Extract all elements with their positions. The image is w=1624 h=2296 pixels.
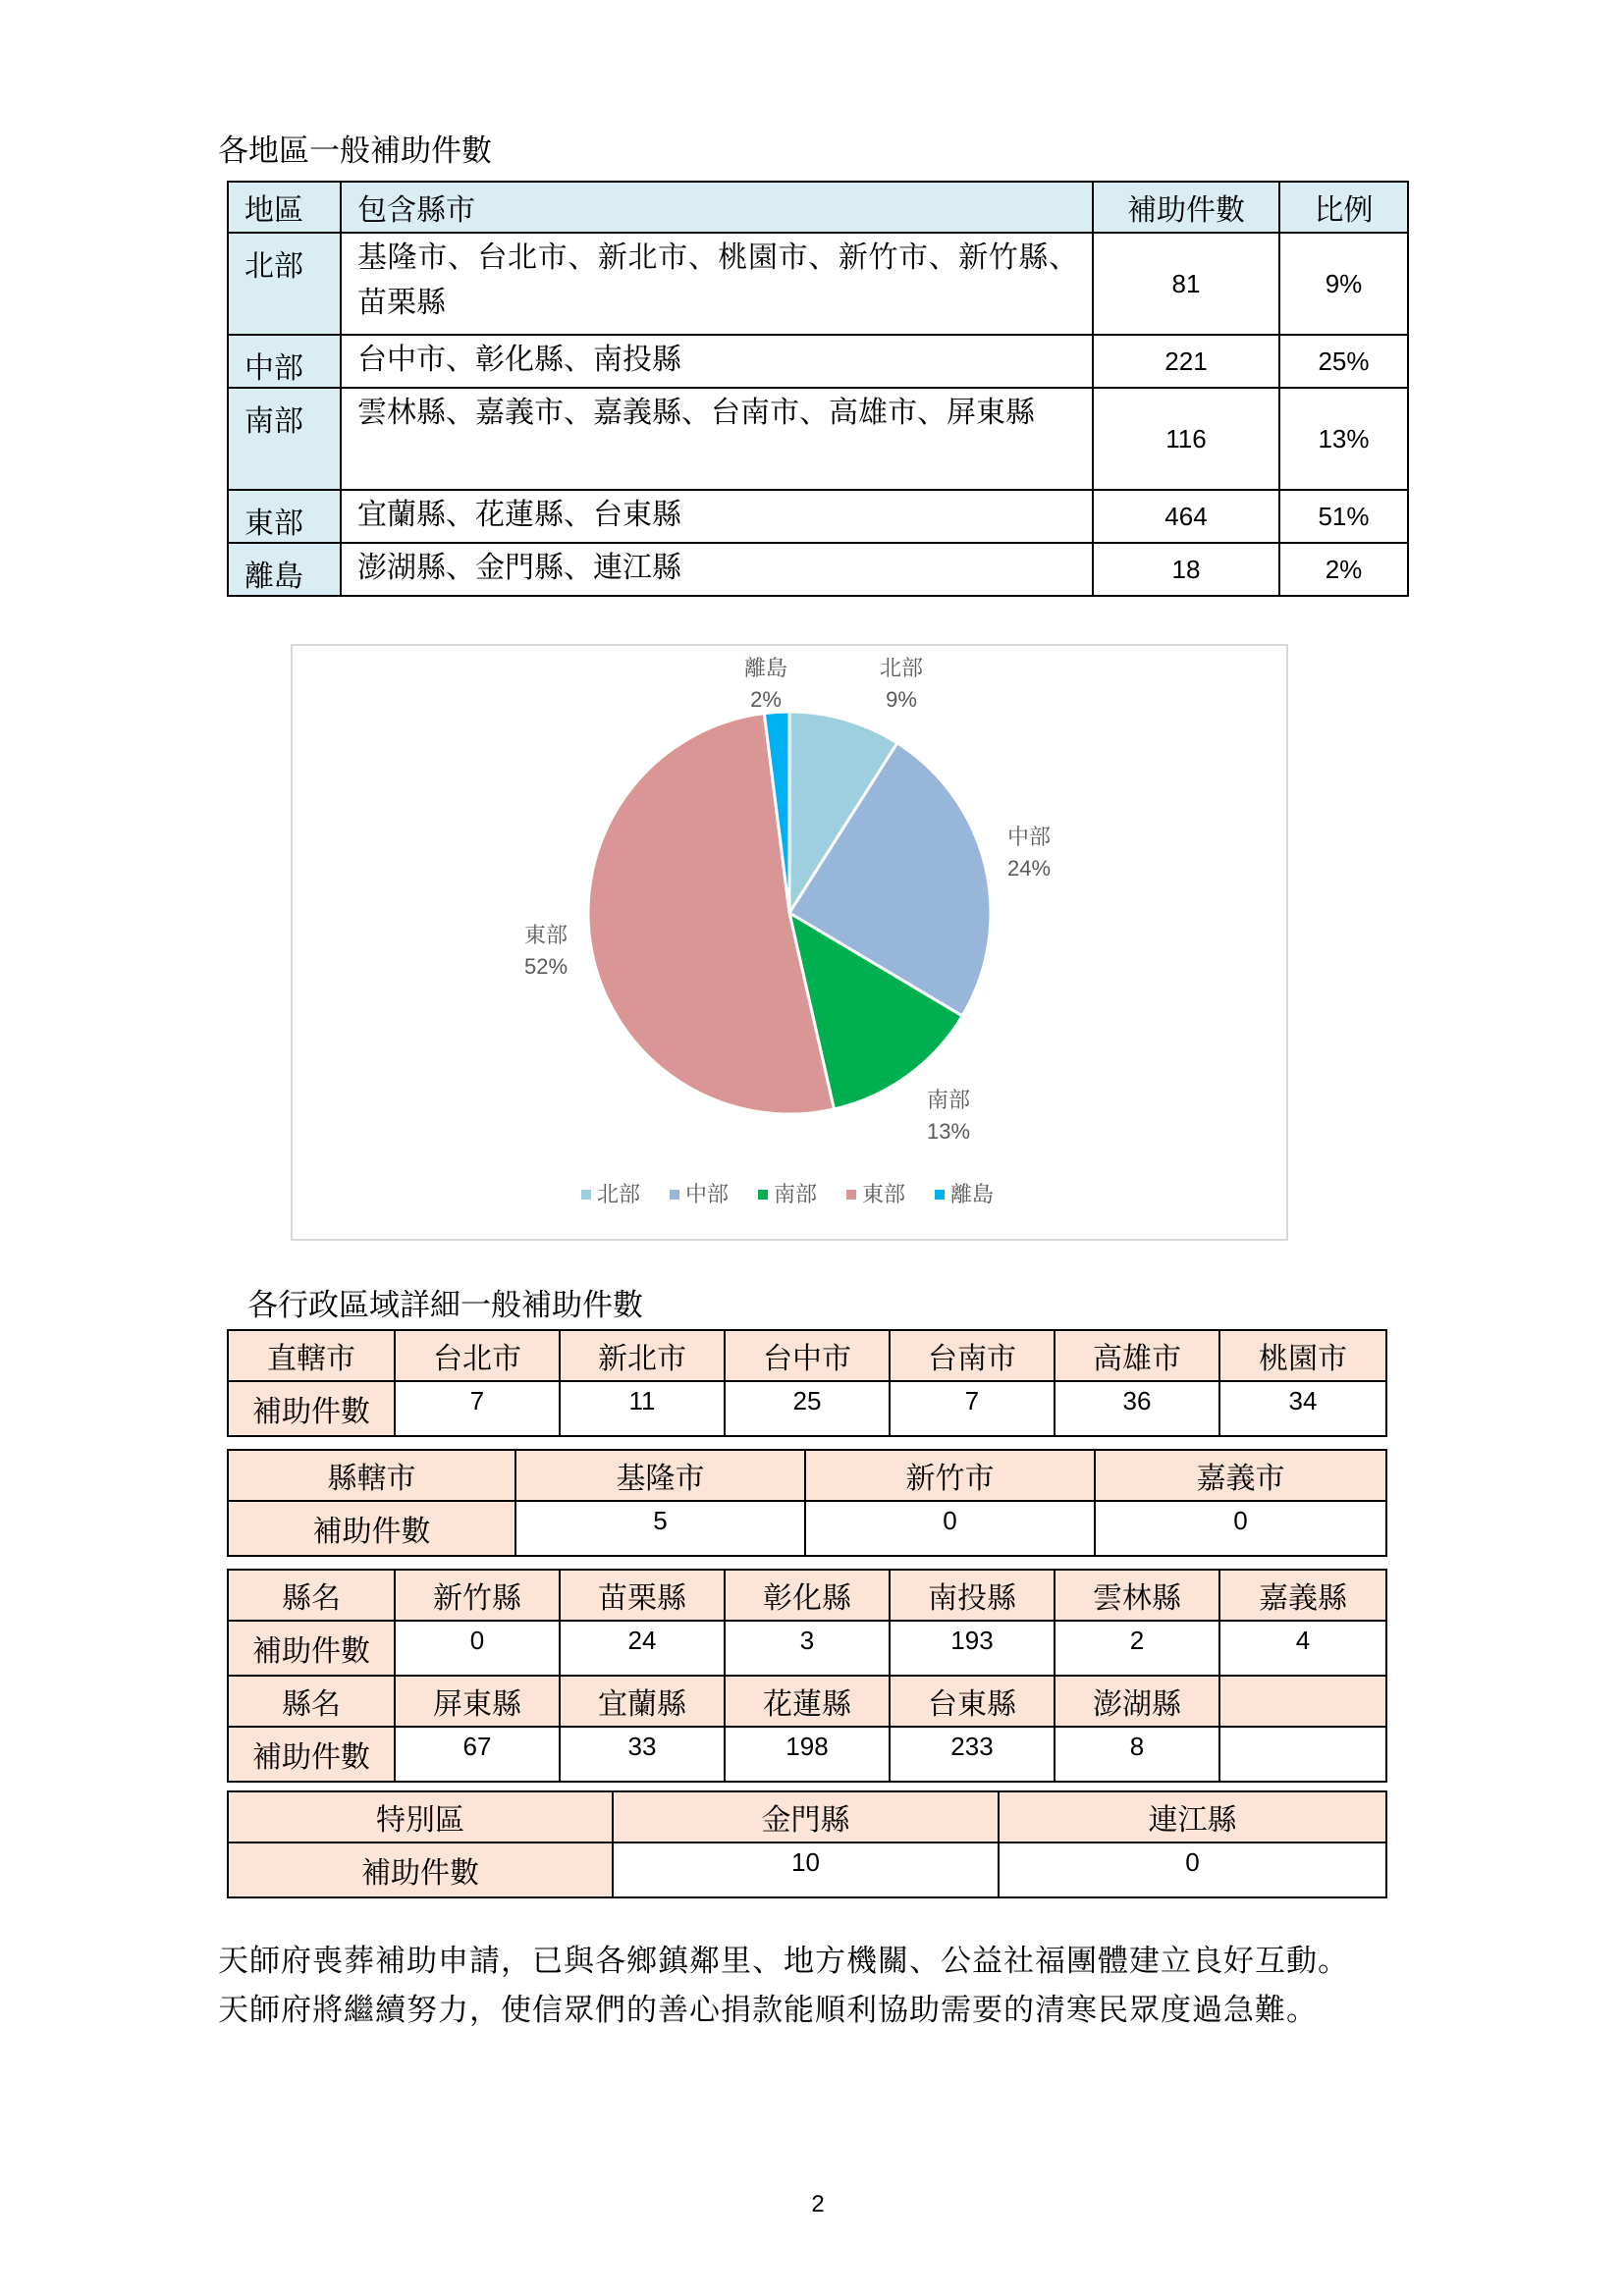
county-count: 233	[890, 1727, 1055, 1782]
city-count: 0	[1095, 1501, 1386, 1556]
region-ratio: 13%	[1279, 388, 1408, 490]
region-cities: 雲林縣、嘉義市、嘉義縣、台南市、高雄市、屏東縣	[341, 388, 1093, 490]
region-cities: 台中市、彰化縣、南投縣	[341, 335, 1093, 388]
city-name: 台中市	[725, 1330, 890, 1381]
legend-swatch-east	[846, 1190, 856, 1200]
county-name: 南投縣	[890, 1570, 1055, 1621]
special-areas-table	[227, 1790, 1387, 1898]
legend-swatch-central	[670, 1190, 679, 1200]
provincial-cities-header: 縣轄市	[228, 1450, 515, 1501]
city-name: 基隆市	[515, 1450, 805, 1501]
region-pie-chart	[291, 644, 1288, 1241]
detail-section-title: 各行政區域詳細一般補助件數	[247, 1288, 643, 1323]
county-count: 198	[725, 1727, 890, 1782]
region-cities: 宜蘭縣、花蓮縣、台東縣	[341, 490, 1093, 543]
county-name: 澎湖縣	[1055, 1676, 1219, 1727]
count-label: 補助件數	[228, 1621, 395, 1676]
county-name: 彰化縣	[725, 1570, 890, 1621]
region-name: 離島	[228, 543, 341, 596]
header-region: 地區	[228, 182, 341, 233]
city-count: 7	[890, 1381, 1055, 1436]
table-row	[228, 388, 1408, 490]
table-row	[228, 490, 1408, 543]
page-number: 2	[811, 2191, 825, 2217]
special-header: 特別區	[228, 1791, 613, 1842]
pie-label-percent-islands: 2%	[750, 687, 782, 712]
city-count: 36	[1055, 1381, 1219, 1436]
city-name: 高雄市	[1055, 1330, 1219, 1381]
table-row	[228, 335, 1408, 388]
city-name: 新北市	[560, 1330, 725, 1381]
county-name-empty	[1219, 1676, 1386, 1727]
legend-swatch-islands	[935, 1190, 945, 1200]
pie-label-category-central: 中部	[1006, 825, 1052, 849]
city-name: 桃園市	[1219, 1330, 1386, 1381]
count-label: 補助件數	[228, 1842, 613, 1897]
pie-label-category-north: 北部	[879, 656, 924, 680]
county-count: 8	[1055, 1727, 1219, 1782]
city-count: 7	[395, 1381, 560, 1436]
table-row	[228, 543, 1408, 596]
county-name: 雲林縣	[1055, 1570, 1219, 1621]
region-count: 221	[1093, 335, 1279, 388]
region-ratio: 25%	[1279, 335, 1408, 388]
region-cities: 澎湖縣、金門縣、連江縣	[341, 543, 1093, 596]
legend-swatch-north	[581, 1190, 591, 1200]
region-cities: 基隆市、台北市、新北市、桃園市、新竹市、新竹縣、苗栗縣	[341, 233, 1093, 335]
county-count: 3	[725, 1621, 890, 1676]
pie-label-percent-north: 9%	[886, 687, 917, 712]
pie-label-category-east: 東部	[523, 923, 568, 947]
pie-label-category-south: 南部	[926, 1088, 971, 1112]
city-count: 34	[1219, 1381, 1386, 1436]
counties-table	[227, 1569, 1387, 1783]
pie-label-percent-central: 24%	[1006, 856, 1052, 881]
legend-label-north: 北部	[597, 1182, 641, 1206]
city-count: 11	[560, 1381, 725, 1436]
region-ratio: 2%	[1279, 543, 1408, 596]
county-name: 苗栗縣	[560, 1570, 725, 1621]
count-label: 補助件數	[228, 1501, 515, 1556]
pie-label-category-islands: 離島	[743, 656, 788, 680]
region-ratio: 51%	[1279, 490, 1408, 543]
county-name: 宜蘭縣	[560, 1676, 725, 1727]
closing-line-2: 天師府將繼續努力，使信眾們的善心捐款能順利協助需要的清寒民眾度過急難。	[218, 1993, 1318, 2028]
legend-swatch-south	[758, 1190, 768, 1200]
header-count: 補助件數	[1093, 182, 1279, 233]
region-count: 81	[1093, 233, 1279, 335]
pie-chart-svg	[293, 646, 1286, 1239]
count-label: 補助件數	[228, 1727, 395, 1782]
county-count-empty	[1219, 1727, 1386, 1782]
direct-cities-table	[227, 1329, 1387, 1437]
legend-label-south: 南部	[774, 1182, 818, 1206]
pie-label-percent-south: 13%	[926, 1119, 971, 1144]
county-count: 2	[1055, 1621, 1219, 1676]
city-name: 台北市	[395, 1330, 560, 1381]
legend-label-islands: 離島	[950, 1182, 995, 1206]
city-count: 0	[805, 1501, 1095, 1556]
region-ratio: 9%	[1279, 233, 1408, 335]
county-count: 0	[999, 1842, 1386, 1897]
header-cities: 包含縣市	[341, 182, 1093, 233]
region-table	[227, 181, 1409, 597]
region-name: 北部	[228, 233, 341, 335]
city-count: 25	[725, 1381, 890, 1436]
region-name: 東部	[228, 490, 341, 543]
county-count: 33	[560, 1727, 725, 1782]
county-name: 金門縣	[613, 1791, 999, 1842]
city-name: 嘉義市	[1095, 1450, 1386, 1501]
header-ratio: 比例	[1279, 182, 1408, 233]
county-count: 4	[1219, 1621, 1386, 1676]
county-name: 台東縣	[890, 1676, 1055, 1727]
city-name: 新竹市	[805, 1450, 1095, 1501]
region-section-title: 各地區一般補助件數	[218, 133, 492, 169]
county-name: 新竹縣	[395, 1570, 560, 1621]
counties-header: 縣名	[228, 1570, 395, 1621]
legend-label-central: 中部	[685, 1182, 730, 1206]
region-name: 中部	[228, 335, 341, 388]
county-count: 10	[613, 1842, 999, 1897]
city-name: 台南市	[890, 1330, 1055, 1381]
county-name: 屏東縣	[395, 1676, 560, 1727]
direct-cities-header: 直轄市	[228, 1330, 395, 1381]
counties-header: 縣名	[228, 1676, 395, 1727]
county-name: 嘉義縣	[1219, 1570, 1386, 1621]
county-count: 67	[395, 1727, 560, 1782]
county-count: 193	[890, 1621, 1055, 1676]
legend-label-east: 東部	[862, 1182, 906, 1206]
region-count: 116	[1093, 388, 1279, 490]
table-row	[228, 233, 1408, 335]
city-count: 5	[515, 1501, 805, 1556]
county-name: 花蓮縣	[725, 1676, 890, 1727]
county-name: 連江縣	[999, 1791, 1386, 1842]
county-count: 24	[560, 1621, 725, 1676]
region-count: 464	[1093, 490, 1279, 543]
region-table-header	[228, 182, 1408, 233]
region-name: 南部	[228, 388, 341, 490]
pie-label-percent-east: 52%	[523, 954, 568, 979]
provincial-cities-table	[227, 1449, 1387, 1557]
region-count: 18	[1093, 543, 1279, 596]
count-label: 補助件數	[228, 1381, 395, 1436]
closing-line-1: 天師府喪葬補助申請，已與各鄉鎮鄰里、地方機關、公益社福團體建立良好互動。	[218, 1944, 1349, 1979]
county-count: 0	[395, 1621, 560, 1676]
